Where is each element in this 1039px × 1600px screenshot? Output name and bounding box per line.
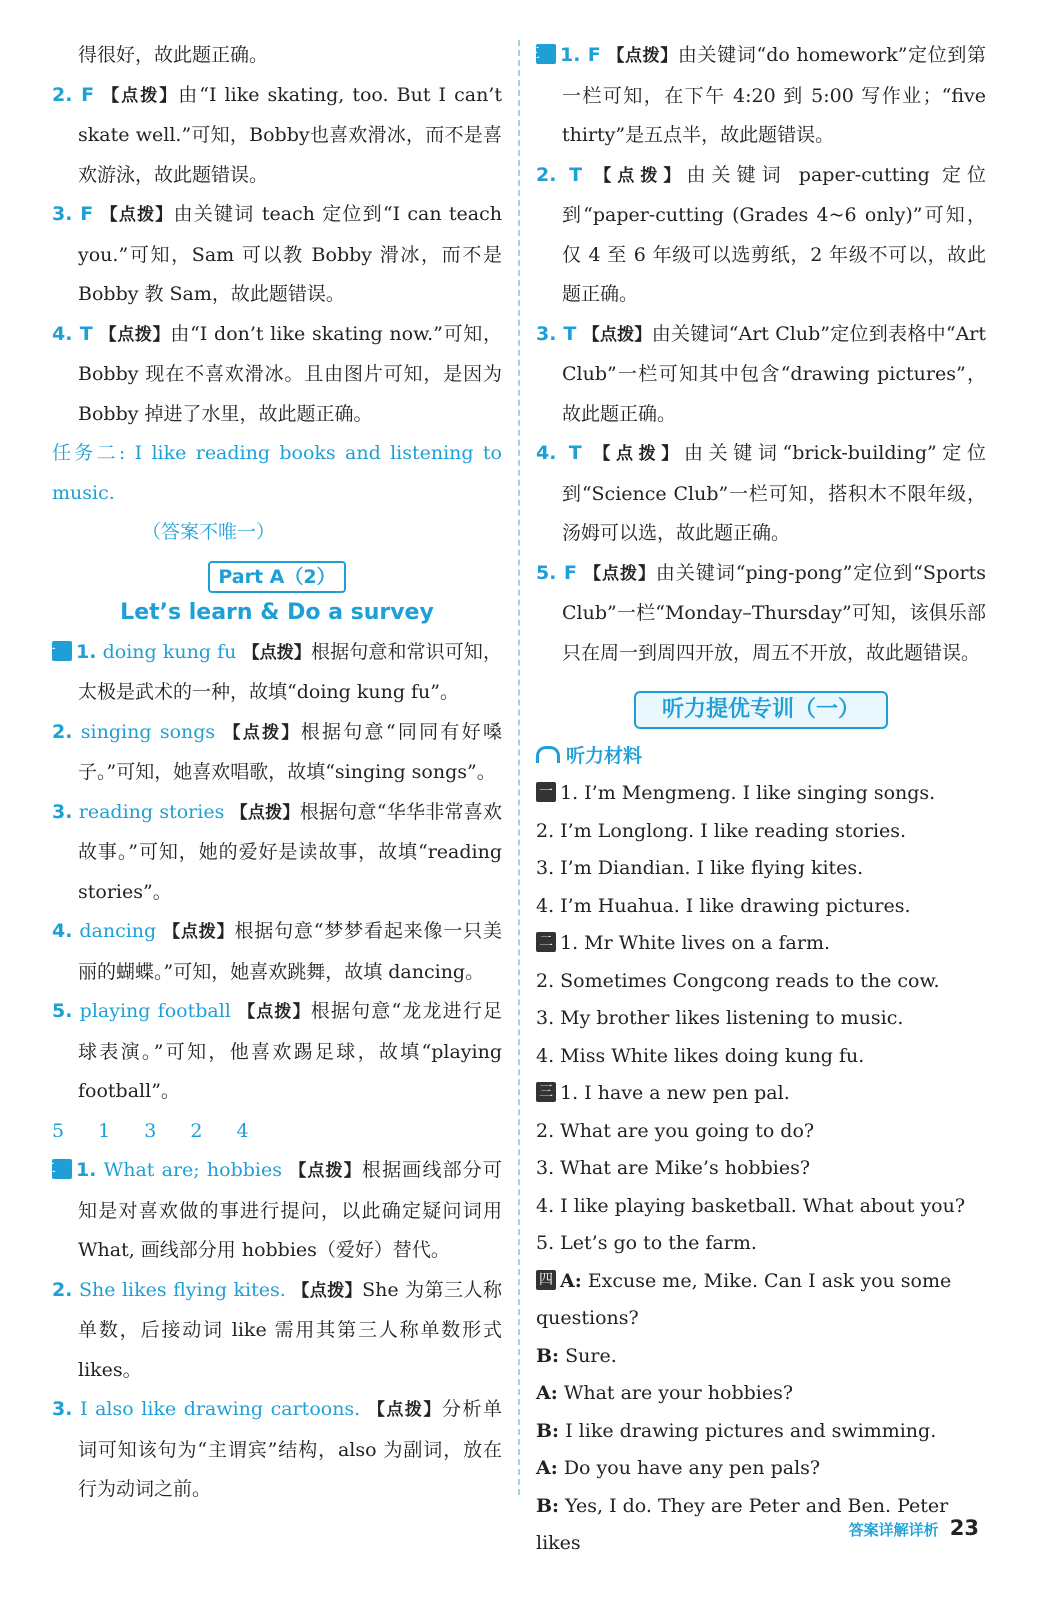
listening-text: 4. I like playing basketball. What about you? <box>536 1194 966 1217</box>
item-explanation: 由关键词“brick-building”定位到“Science Club”一栏可知，搭积木不限年级，汤姆可以选，故此题正确。 <box>562 442 987 544</box>
material-title: 听力材料 <box>536 737 986 775</box>
section-number-icon: 一 <box>52 641 72 661</box>
special-banner: 听力提优专训（一） <box>536 691 986 729</box>
item-number: 4. T <box>536 442 582 464</box>
item-answer: What are; hobbies <box>103 1159 282 1181</box>
listening-text: 3. My brother likes listening to music. <box>536 1007 904 1029</box>
item-answer: She likes flying kites. <box>78 1278 286 1301</box>
listening-line <box>536 1225 986 1263</box>
listening-line <box>536 888 986 926</box>
item-explanation: 由关键词 paper-cutting 定位到“paper-cutting (Grades 4~6 only)”可知，仅 4 至 6 年级可以选剪纸，2 年级不可以，故此题正确。 <box>562 163 987 305</box>
hint-tag: 【点拨】 <box>238 1002 311 1022</box>
answer-item <box>52 195 502 315</box>
listening-text: 1. I’m Mengmeng. I like singing songs. <box>560 782 936 804</box>
hint-tag: 【点拨】 <box>584 563 656 584</box>
item-answer: reading stories <box>78 800 225 823</box>
answer-item <box>52 315 502 435</box>
section-number-icon: 一 <box>536 782 556 802</box>
column-divider <box>518 40 520 1495</box>
section-number-icon: 二 <box>52 1159 72 1179</box>
item-explanation: 由“I like skating, too. But I can’t skate well.”可知，Bobby也喜欢滑冰，而不是喜欢游泳，故此题错误。 <box>78 83 502 186</box>
dialogue-line <box>536 1450 986 1488</box>
item-explanation: She 为第三人称单数，后接动词 like 需用其第三人称单数形式 likes。 <box>78 1278 503 1381</box>
page-footer: 答案详解详析 23 <box>848 1516 979 1540</box>
dialogue-text: Do you have any pen pals? <box>563 1457 821 1479</box>
listening-text: 4. I’m Huahua. I like drawing pictures. <box>536 894 911 917</box>
answer-item <box>52 992 502 1112</box>
answer-item <box>536 434 986 554</box>
dialogue-text: I like drawing pictures and swimming. <box>565 1419 937 1442</box>
answer-item <box>52 713 502 793</box>
answer-item <box>42 633 502 713</box>
hint-tag: 【点拨】 <box>230 802 300 823</box>
dialogue-line <box>536 1338 986 1376</box>
item-explanation: 根据句意“梦梦看起来像一只美丽的蝴蝶。”可知，她喜欢跳舞，故填 dancing。 <box>78 920 503 983</box>
paragraph: 得很好，故此题正确。 <box>78 44 269 66</box>
left-column <box>42 0 503 1510</box>
speaker: A: <box>536 1382 558 1404</box>
item-number: 1. F <box>560 44 601 66</box>
item-answer: singing songs <box>80 720 216 743</box>
hint-tag: 【点拨】 <box>292 1280 363 1301</box>
listening-text: 2. I’m Longlong. I like reading stories. <box>536 819 907 842</box>
hint-tag: 【点拨】 <box>102 85 179 106</box>
answer-item <box>52 76 502 196</box>
item-explanation: 分析单词可知该句为“主谓宾”结构，also 为副词，放在行为动词之前。 <box>78 1398 502 1500</box>
item-number: 3. <box>52 1398 73 1420</box>
item-answer: dancing <box>79 920 157 942</box>
item-number: 3. F <box>52 203 94 225</box>
listening-line <box>536 775 986 813</box>
speaker: B: <box>536 1419 560 1442</box>
hint-tag: 【点拨】 <box>289 1161 362 1181</box>
item-number: 2. F <box>52 83 95 106</box>
item-explanation: 由关键词 teach 定位到“I can teach you.”可知，Sam 可以教 Bobby 滑冰，而不是 Bobby 教 Sam，故此题错误。 <box>78 203 502 305</box>
listening-text: 1. Mr White lives on a farm. <box>560 932 831 954</box>
listening-line <box>536 1188 986 1226</box>
item-number: 3. T <box>536 322 577 345</box>
listening-line <box>536 813 986 851</box>
item-answer: playing football <box>79 1000 231 1022</box>
listening-line <box>536 1038 986 1076</box>
hint-tag: 【点拨】 <box>242 642 311 663</box>
listening-line <box>536 925 986 963</box>
item-explanation: 由关键词“do homework”定位到第一栏可知，在下午 4:20 到 5:00 写作业；“five thirty”是五点半，故此题错误。 <box>562 44 986 146</box>
speaker: A: <box>536 1457 558 1479</box>
answer-item <box>52 912 502 992</box>
headphone-icon <box>536 746 560 763</box>
dialogue-text: Excuse me, Mike. Can I ask you some questions? <box>536 1269 952 1329</box>
item-number: 1. <box>76 640 97 663</box>
listening-line <box>536 1075 986 1113</box>
dialogue-text: Yes, I do. They are Peter and Ben. Peter likes <box>536 1494 949 1554</box>
listening-line <box>536 850 986 888</box>
listening-text: 2. Sometimes Congcong reads to the cow. <box>536 969 940 992</box>
item-number: 2. T <box>536 163 583 186</box>
speaker: B: <box>536 1344 560 1367</box>
item-number: 2. <box>52 720 73 743</box>
item-explanation: 根据句意“龙龙进行足球表演。”可知，他喜欢踢足球，故填“playing football”。 <box>78 1000 503 1102</box>
speaker: B: <box>536 1494 560 1517</box>
item-explanation: 根据画线部分可知是对喜欢做的事进行提问，以此确定疑问词用 What, 画线部分用 hobbies（爱好）替代。 <box>78 1159 502 1261</box>
hint-tag: 【点拨】 <box>593 444 684 464</box>
right-column <box>526 0 987 1563</box>
page-number: 23 <box>949 1516 979 1540</box>
answer-item <box>52 1390 502 1510</box>
section-number-icon: 三 <box>536 44 556 64</box>
listening-text: 3. I’m Diandian. I like flying kites. <box>536 857 864 879</box>
hint-tag: 【点拨】 <box>163 922 235 942</box>
section-number-icon: 二 <box>536 932 556 952</box>
dialogue-line <box>536 1413 986 1451</box>
dialogue-text: Sure. <box>565 1344 617 1367</box>
part-badge: Part A（2） <box>208 561 345 593</box>
item-number: 4. T <box>52 322 93 345</box>
section-heading: Let’s learn & Do a survey <box>120 599 434 625</box>
hint-tag: 【点拨】 <box>367 1400 442 1420</box>
item-number: 3. <box>52 800 73 823</box>
item-explanation: 根据句意“华华非常喜欢故事。”可知，她的爱好是读故事，故填“reading stories”。 <box>78 800 503 903</box>
dialogue-text: What are your hobbies? <box>563 1382 794 1404</box>
listening-line <box>536 1113 986 1151</box>
answer-item <box>536 554 986 674</box>
hint-tag: 【点拨】 <box>582 324 652 345</box>
listening-text: 3. What are Mike’s hobbies? <box>536 1157 811 1179</box>
hint-tag: 【点拨】 <box>223 722 301 743</box>
hint-tag: 【点拨】 <box>594 165 687 186</box>
item-explanation: 由关键词“Art Club”定位到表格中“Art Club”一栏可知其中包含“drawing pictures”，故此题正确。 <box>562 322 987 425</box>
answer-item <box>52 1271 502 1391</box>
section-number-icon: 四 <box>536 1270 556 1290</box>
section-number-icon: 三 <box>536 1082 556 1102</box>
hint-tag: 【点拨】 <box>99 324 171 345</box>
listening-text: 1. I have a new pen pal. <box>560 1082 790 1104</box>
answer-item <box>526 36 986 156</box>
answer-item <box>42 1151 502 1271</box>
part-badge-wrap <box>52 561 502 593</box>
hint-tag: 【点拨】 <box>607 46 678 66</box>
listening-text: 5. Let’s go to the farm. <box>536 1232 757 1254</box>
item-answer: I also like drawing cartoons. <box>80 1398 361 1420</box>
item-number: 5. <box>52 1000 73 1022</box>
task2-note: （答案不唯一） <box>142 521 276 543</box>
answer-item <box>52 793 502 913</box>
answer-item <box>536 156 986 315</box>
item-number: 5. F <box>536 561 578 584</box>
sequence: 5 1 3 2 4 <box>52 1119 263 1142</box>
item-explanation: 由关键词“ping-pong”定位到“Sports Club”一栏“Monday–Thursday”可知，该俱乐部只在周一到周四开放，周五不开放，故此题错误。 <box>562 561 986 664</box>
listening-line <box>536 963 986 1001</box>
dialogue-line <box>536 1375 986 1413</box>
dialogue-line <box>536 1263 986 1338</box>
answer-item <box>536 315 986 435</box>
listening-text: 2. What are you going to do? <box>536 1119 815 1142</box>
item-answer: doing kung fu <box>102 640 237 663</box>
speaker: A: <box>560 1269 582 1292</box>
item-explanation: 根据句意“同同有好嗓子。”可知，她喜欢唱歌，故填“singing songs”。 <box>78 720 503 783</box>
listening-line <box>536 1150 986 1188</box>
item-number: 4. <box>52 920 73 942</box>
listening-line <box>536 1000 986 1038</box>
task2: 任务二: I like reading books and listening to music. <box>52 442 502 504</box>
item-explanation: 由“I don’t like skating now.”可知，Bobby 现在不喜欢滑冰。且由图片可知，是因为 Bobby 掉进了水里，故此题正确。 <box>78 322 503 425</box>
item-number: 2. <box>52 1278 73 1301</box>
item-explanation: 根据句意和常识可知，太极是武术的一种，故填“doing kung fu”。 <box>78 640 502 703</box>
hint-tag: 【点拨】 <box>100 205 174 225</box>
listening-text: 4. Miss White likes doing kung fu. <box>536 1044 865 1067</box>
item-number: 1. <box>76 1159 97 1181</box>
